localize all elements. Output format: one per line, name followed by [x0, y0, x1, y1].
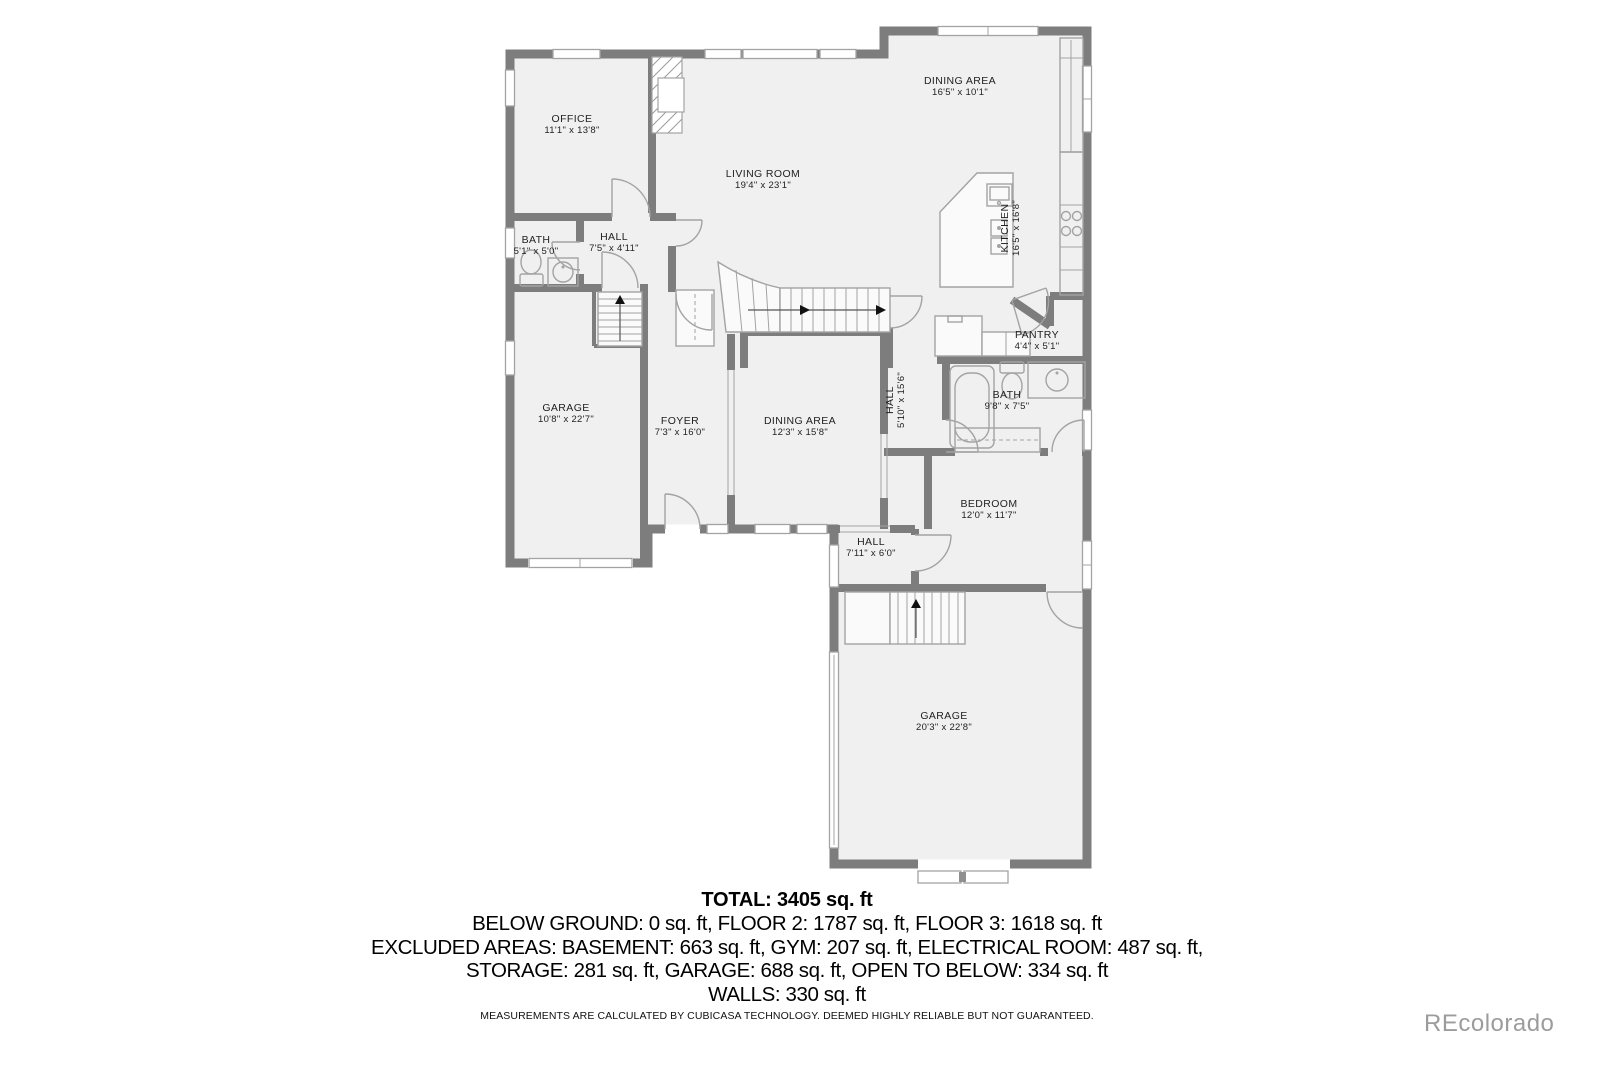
room-label-bath-main: BATH 9'8" x 7'5": [984, 389, 1030, 412]
room-label-foyer: FOYER 7'3" x 16'0": [654, 415, 706, 438]
garage-door-bottom: [918, 860, 1010, 884]
garage-staircase: [845, 592, 965, 644]
room-label-dining-top: DINING AREA 16'5" x 10'1": [923, 75, 997, 98]
room-label-living-room: LIVING ROOM 19'4" x 23'1": [725, 168, 801, 191]
room-label-bedroom: BEDROOM 12'0" x 11'7": [960, 498, 1018, 521]
room-label-dining-center: DINING AREA 12'3" x 15'8": [763, 415, 837, 438]
walls-area-text: WALLS: 330 sq. ft: [708, 982, 866, 1006]
room-label-hall-upper: HALL 7'5" x 4'11": [589, 231, 639, 254]
room-label-garage-bottom: GARAGE 20'3" x 22'8": [915, 710, 973, 733]
room-label-bath-small: BATH 5'1" x 5'0": [513, 234, 559, 257]
room-label-kitchen: KITCHEN 16'5" x 16'8": [999, 199, 1022, 257]
recolorado-watermark: REcolorado: [1424, 1010, 1555, 1037]
entry-staircase: [598, 292, 642, 346]
room-label-pantry: PANTRY 4'4" x 5'1": [1014, 329, 1060, 352]
room-label-hall-lower: HALL 7'11" x 6'0": [846, 536, 896, 559]
floor-area: [510, 31, 1087, 864]
floors-area-text: BELOW GROUND: 0 sq. ft, FLOOR 2: 1787 sq. ft, FLOOR 3: 1618 sq. ft: [472, 912, 1102, 935]
room-label-garage-left: GARAGE 10'8" x 22'7": [537, 402, 595, 425]
total-area-text: TOTAL: 3405 sq. ft: [701, 889, 873, 911]
fireplace: [652, 57, 684, 133]
door-gaps: [665, 525, 700, 534]
excluded-areas-text-2: STORAGE: 281 sq. ft, GARAGE: 688 sq. ft, OPEN TO BELOW: 334 sq. ft: [465, 959, 1109, 982]
foyer-closet: [676, 290, 714, 346]
excluded-areas-text-1: EXCLUDED AREAS: BASEMENT: 663 sq. ft, GYM: 207 sq. ft, ELECTRICAL ROOM: 487 sq. ft,: [371, 935, 1203, 959]
disclaimer-text: MEASUREMENTS ARE CALCULATED BY CUBICASA TECHNOLOGY. DEEMED HIGHLY RELIABLE BUT NOT GUARANTEED.: [480, 1010, 1094, 1022]
area-summary: [371, 888, 1203, 1026]
garage-door-left: [528, 559, 633, 568]
room-label-office: OFFICE 11'1" x 13'8": [544, 113, 600, 136]
room-label-hall-strip: HALL 5'10" x 15'6": [884, 371, 907, 429]
